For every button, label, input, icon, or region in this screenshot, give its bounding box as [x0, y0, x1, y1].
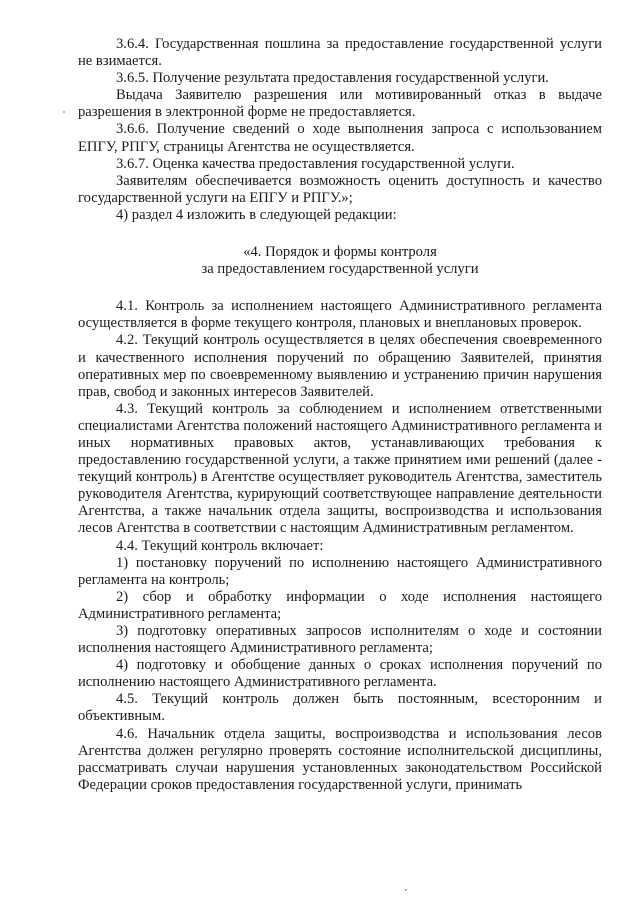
list-item-4: 4) подготовку и обобщение данных о сроках исполнения поручений по исполнению настоящего Административного регламента.: [78, 657, 602, 691]
paragraph-issuance: Выдача Заявителю разрешения или мотивированный отказ в выдаче разрешения в электронной форме не предоставляется.: [78, 87, 602, 121]
paragraph-3-6-5: 3.6.5. Получение результата предоставления государственной услуги.: [116, 70, 549, 87]
paragraph-4-1: 4.1. Контроль за исполнением настоящего Административного регламента осуществляется в форме текущего контроля, плановых и внеплановых проверок.: [78, 298, 602, 332]
paragraph-3-6-4: 3.6.4. Государственная пошлина за предоставление государственной услуги не взимается.: [78, 36, 602, 70]
list-item-1: 1) постановку поручений по исполнению настоящего Административного регламента на контроль;: [78, 554, 602, 588]
list-item-2: 2) сбор и обработку информации о ходе исполнения настоящего Административного регламента;: [78, 588, 602, 622]
paragraph-4-5: 4.5. Текущий контроль должен быть постоянным, всесторонним и объективным.: [78, 691, 602, 725]
paragraph-assessment: Заявителям обеспечивается возможность оценить доступность и качество государственной услуги на ЕПГУ и РПГУ.»;: [78, 172, 602, 206]
paragraph-4-4: 4.4. Текущий контроль включает:: [116, 537, 324, 554]
scan-speck: [63, 111, 65, 113]
paragraph-3-6-6: 3.6.6. Получение сведений о ходе выполнения запроса с использованием ЕПГУ, РПГУ, страницы Агентства не осуществляется.: [78, 121, 602, 155]
paragraph-3-6-7: 3.6.7. Оценка качества предоставления государственной услуги.: [116, 155, 515, 172]
paragraph-4-3: 4.3. Текущий контроль за соблюдением и исполнением ответственными специалистами Агентства положений настоящего Административного регламента и иных нормативных правовых актов, устанавливающих требования к предоставлению государственной услуги, а также принятием ими решений (далее - текущий контроль) в Агентстве осуществляет руководитель Агентства, заместитель руководителя Агентства, курирующий соответствующее направление деятельности Агентства, а также начальник отдела защиты, воспроизводства и использования лесов Агентства в соответствии с настоящим Административным регламентом.: [78, 400, 602, 537]
paragraph-amendment: 4) раздел 4 изложить в следующей редакции:: [116, 206, 397, 223]
section-heading-line-1: «4. Порядок и формы контроля: [243, 244, 437, 261]
paragraph-4-2: 4.2. Текущий контроль осуществляется в целях обеспечения своевременного и качественного исполнения поручений по обращению Заявителей, принятия оперативных мер по своевременному выявлению и устранению причин нарушения прав, свобод и законных интересов Заявителей.: [78, 332, 602, 400]
section-heading-line-2: за предоставлением государственной услуги: [201, 261, 479, 278]
scan-speck: [405, 889, 407, 891]
document-body: [78, 36, 602, 794]
paragraph-4-6: 4.6. Начальник отдела защиты, воспроизводства и использования лесов Агентства должен регулярно проверять состояние исполнительской дисциплины, рассматривать случаи нарушения установленных законодательством Российской Федерации сроков предоставления государственной услуги, принимать: [78, 725, 602, 793]
list-item-3: 3) подготовку оперативных запросов исполнителям о ходе и состоянии исполнения настоящего Административного регламента;: [78, 623, 602, 657]
